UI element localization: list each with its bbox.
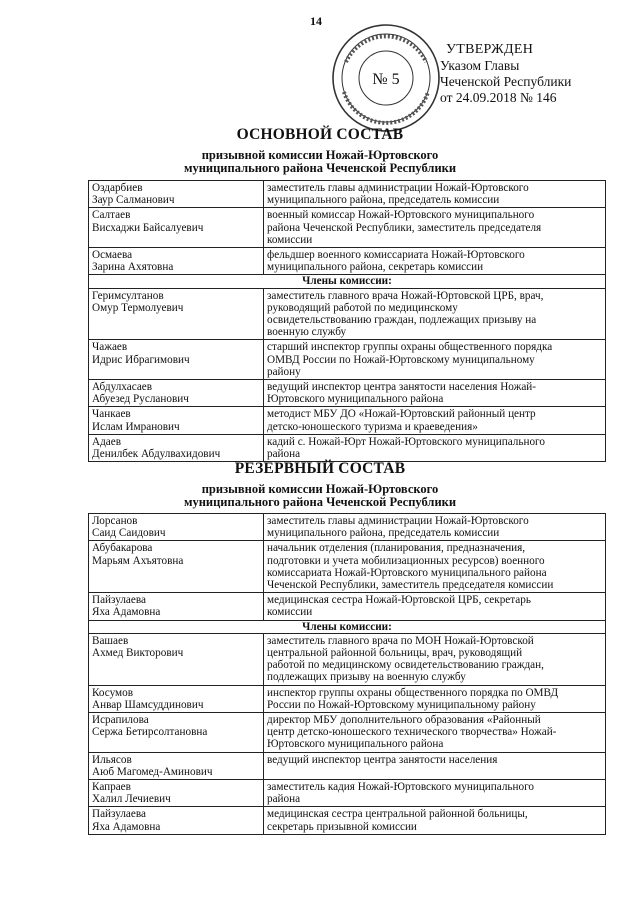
cell-line: Ильясов (92, 753, 132, 766)
person-name-cell (89, 780, 264, 807)
person-name-cell (89, 593, 264, 620)
cell-line: муниципального района, председатель комиссии (267, 194, 500, 207)
cell-line: Анвар Шамсуддинович (92, 698, 204, 711)
cell-line: Ислам Имранович (92, 420, 180, 433)
cell-line: Яха Адамовна (92, 606, 161, 619)
cell-line: заместитель главного врача по МОН Ножай-Юртовской (267, 634, 534, 647)
cell-line: Абубакарова (92, 542, 153, 555)
table-row (89, 514, 606, 541)
person-role-cell (264, 288, 606, 340)
cell-line: заместитель главного врача Ножай-Юртовской ЦРБ, врач, (267, 289, 544, 302)
person-name-cell (89, 248, 264, 275)
cell-line: Саид Саидович (92, 527, 166, 540)
person-role-cell (264, 208, 606, 248)
cell-line: Яха Адамовна (92, 820, 161, 833)
cell-line: комиссии (267, 233, 313, 246)
cell-line: ведущий инспектор центра занятости населения Ножай- (267, 381, 536, 394)
cell-line: фельдшер военного комиссариата Ножай-Юртовского (267, 249, 525, 262)
cell-line: военную службу (267, 326, 347, 339)
table-row (89, 340, 606, 380)
table-row (89, 407, 606, 434)
person-name-cell (89, 752, 264, 779)
cell-line: России по Ножай-Юртовскому муниципальному району (267, 698, 536, 711)
cell-line: работой по медицинскому освидетельствованию граждан, (267, 659, 544, 672)
cell-line: Пайзулаева (92, 594, 146, 607)
cell-line: Омур Термолуевич (92, 301, 184, 314)
cell-line: комиссии (267, 606, 313, 619)
cell-line: подготовки и учета мобилизационных ресурсов) военного (267, 554, 545, 567)
members-group-row (89, 275, 606, 288)
person-name-cell (89, 633, 264, 685)
person-role-cell (264, 633, 606, 685)
reserve-roster-title: РЕЗЕРВНЫЙ СОСТАВ (234, 460, 406, 477)
cell-line: муниципального района, председатель комиссии (267, 527, 500, 540)
table-row (89, 807, 606, 834)
main-roster-subtitle: муниципального района Чеченской Республики (183, 161, 457, 175)
table-row (89, 248, 606, 275)
table-row (89, 288, 606, 340)
table-row (89, 633, 606, 685)
main-roster-title: ОСНОВНОЙ СОСТАВ (236, 126, 404, 143)
cell-line: Чанкаев (92, 408, 131, 421)
person-role-cell (264, 181, 606, 208)
cell-line: района (267, 793, 301, 806)
cell-line: центр детско-юношеского технического творчества» Ножай- (267, 726, 557, 739)
cell-line: Абуезед Русланович (92, 393, 189, 406)
cell-line: Ахмед Викторович (92, 647, 184, 660)
person-name-cell (89, 208, 264, 248)
person-name-cell (89, 685, 264, 712)
cell-line: Вашаев (92, 634, 129, 647)
cell-line: району (267, 365, 301, 378)
cell-line: района (267, 448, 301, 461)
page-number: 14 (310, 14, 322, 28)
cell-line: подлежащих призыву на военную службу (267, 671, 466, 684)
person-name-cell (89, 434, 264, 461)
cell-line: Капраев (92, 781, 131, 794)
approval-line: Чеченской Республики (440, 74, 572, 89)
person-role-cell (264, 807, 606, 834)
approval-block (440, 42, 571, 106)
person-role-cell (264, 752, 606, 779)
person-name-cell (89, 407, 264, 434)
reserve-roster-table (88, 513, 606, 835)
cell-line: Чеченской Республики, заместитель председателя комиссии (267, 579, 554, 592)
cell-line: Халил Лечиевич (92, 793, 171, 806)
person-role-cell (264, 407, 606, 434)
cell-line: Сержа Бетирсолтановна (92, 726, 208, 739)
cell-line: Косумов (92, 686, 133, 699)
cell-line: Лорсанов (92, 515, 138, 527)
person-role-cell (264, 593, 606, 620)
table-row (89, 181, 606, 208)
cell-line: руководящий работой по медицинскому (267, 301, 458, 314)
cell-line: Заур Салманович (92, 194, 175, 207)
table-row (89, 593, 606, 620)
cell-line: заместитель главы администрации Ножай-Юртовского (267, 515, 529, 527)
cell-line: комиссариата Ножай-Юртовского муниципального района (267, 566, 547, 579)
approval-heading: УТВЕРЖДЕН (446, 42, 534, 57)
table-row (89, 685, 606, 712)
cell-line: Марьям Ахъятовна (92, 554, 184, 567)
main-roster-table (88, 180, 606, 462)
cell-line: Салтаев (92, 209, 131, 222)
cell-line: освидетельствованию граждан, подлежащих призыву на (267, 314, 537, 327)
main-roster-subtitle: призывной комиссии Ножай-Юртовского (201, 148, 439, 162)
cell-line: Юртовского муниципального района (267, 738, 444, 751)
cell-line: ОМВД России по Ножай-Юртовскому муниципальному (267, 353, 535, 366)
person-role-cell (264, 780, 606, 807)
cell-line: Геримсултанов (92, 289, 164, 302)
person-name-cell (89, 514, 264, 541)
cell-line: Висхаджи Байсалуевич (92, 221, 204, 234)
cell-line: Пайзулаева (92, 808, 146, 821)
table-row (89, 752, 606, 779)
person-role-cell (264, 713, 606, 753)
person-name-cell (89, 807, 264, 834)
table-row (89, 380, 606, 407)
cell-line: кадий с. Ножай-Юрт Ножай-Юртовского муниципального (267, 435, 545, 448)
cell-line: района Чеченской Республики, заместитель председателя (267, 221, 542, 234)
person-role-cell (264, 685, 606, 712)
members-group-row (89, 620, 606, 633)
person-role-cell (264, 248, 606, 275)
person-name-cell (89, 340, 264, 380)
cell-line: Абдулхасаев (92, 381, 153, 394)
cell-line: инспектор группы охраны общественного порядка по ОМВД (267, 686, 559, 699)
cell-line: центральной районной больницы, врач, руководящий (267, 647, 523, 660)
person-role-cell (264, 514, 606, 541)
cell-line: Денилбек Абдулвахидович (92, 448, 221, 461)
cell-line: военный комиссар Ножай-Юртовского муниципального (267, 209, 535, 222)
person-name-cell (89, 713, 264, 753)
cell-line: медицинская сестра центральной районной больницы, (267, 808, 528, 821)
reserve-roster-subtitle: муниципального района Чеченской Республики (183, 495, 457, 509)
cell-line: Юртовского муниципального района (267, 393, 444, 406)
table-row (89, 208, 606, 248)
cell-line: ведущий инспектор центра занятости населения (267, 753, 498, 766)
table-row (89, 541, 606, 593)
cell-line: старший инспектор группы охраны общественного порядка (267, 341, 553, 354)
person-role-cell (264, 380, 606, 407)
cell-line: Исрапилова (92, 714, 149, 727)
cell-line: начальник отделения (планирования, предназначения, (267, 542, 526, 555)
cell-line: заместитель главы администрации Ножай-Юртовского (267, 182, 529, 194)
cell-line: Осмаева (92, 249, 133, 262)
cell-line: заместитель кадия Ножай-Юртовского муниципального (267, 781, 535, 794)
cell-line: секретарь призывной комиссии (267, 820, 417, 833)
table-row (89, 780, 606, 807)
person-name-cell (89, 181, 264, 208)
cell-line: методист МБУ ДО «Ножай-Юртовский районный центр (267, 408, 536, 421)
cell-line: Адаев (92, 435, 121, 448)
person-role-cell (264, 340, 606, 380)
stamp-number: № 5 (372, 71, 400, 88)
cell-line: Аюб Магомед-Аминович (92, 765, 213, 778)
cell-line: директор МБУ дополнительного образования «Районный (267, 714, 541, 727)
members-group-label: Члены комиссии: (89, 275, 606, 288)
cell-line: Идрис Ибрагимович (92, 353, 190, 366)
cell-line: Оздарбиев (92, 182, 143, 194)
approval-line: от 24.09.2018 № 146 (440, 90, 557, 105)
person-name-cell (89, 541, 264, 593)
official-seal-stamp (330, 22, 442, 134)
reserve-roster-subtitle: призывной комиссии Ножай-Юртовского (201, 482, 439, 496)
members-group-label: Члены комиссии: (89, 620, 606, 633)
person-name-cell (89, 380, 264, 407)
person-role-cell (264, 541, 606, 593)
cell-line: медицинская сестра Ножай-Юртовской ЦРБ, секретарь (267, 594, 531, 607)
cell-line: муниципального района, секретарь комиссии (267, 261, 484, 274)
cell-line: детско-юношеского туризма и краеведения» (267, 420, 478, 433)
cell-line: Чажаев (92, 341, 128, 354)
cell-line: Зарина Ахятовна (92, 261, 174, 274)
person-role-cell (264, 434, 606, 461)
table-row (89, 434, 606, 461)
person-name-cell (89, 288, 264, 340)
approval-line: Указом Главы (440, 58, 520, 73)
table-row (89, 713, 606, 753)
